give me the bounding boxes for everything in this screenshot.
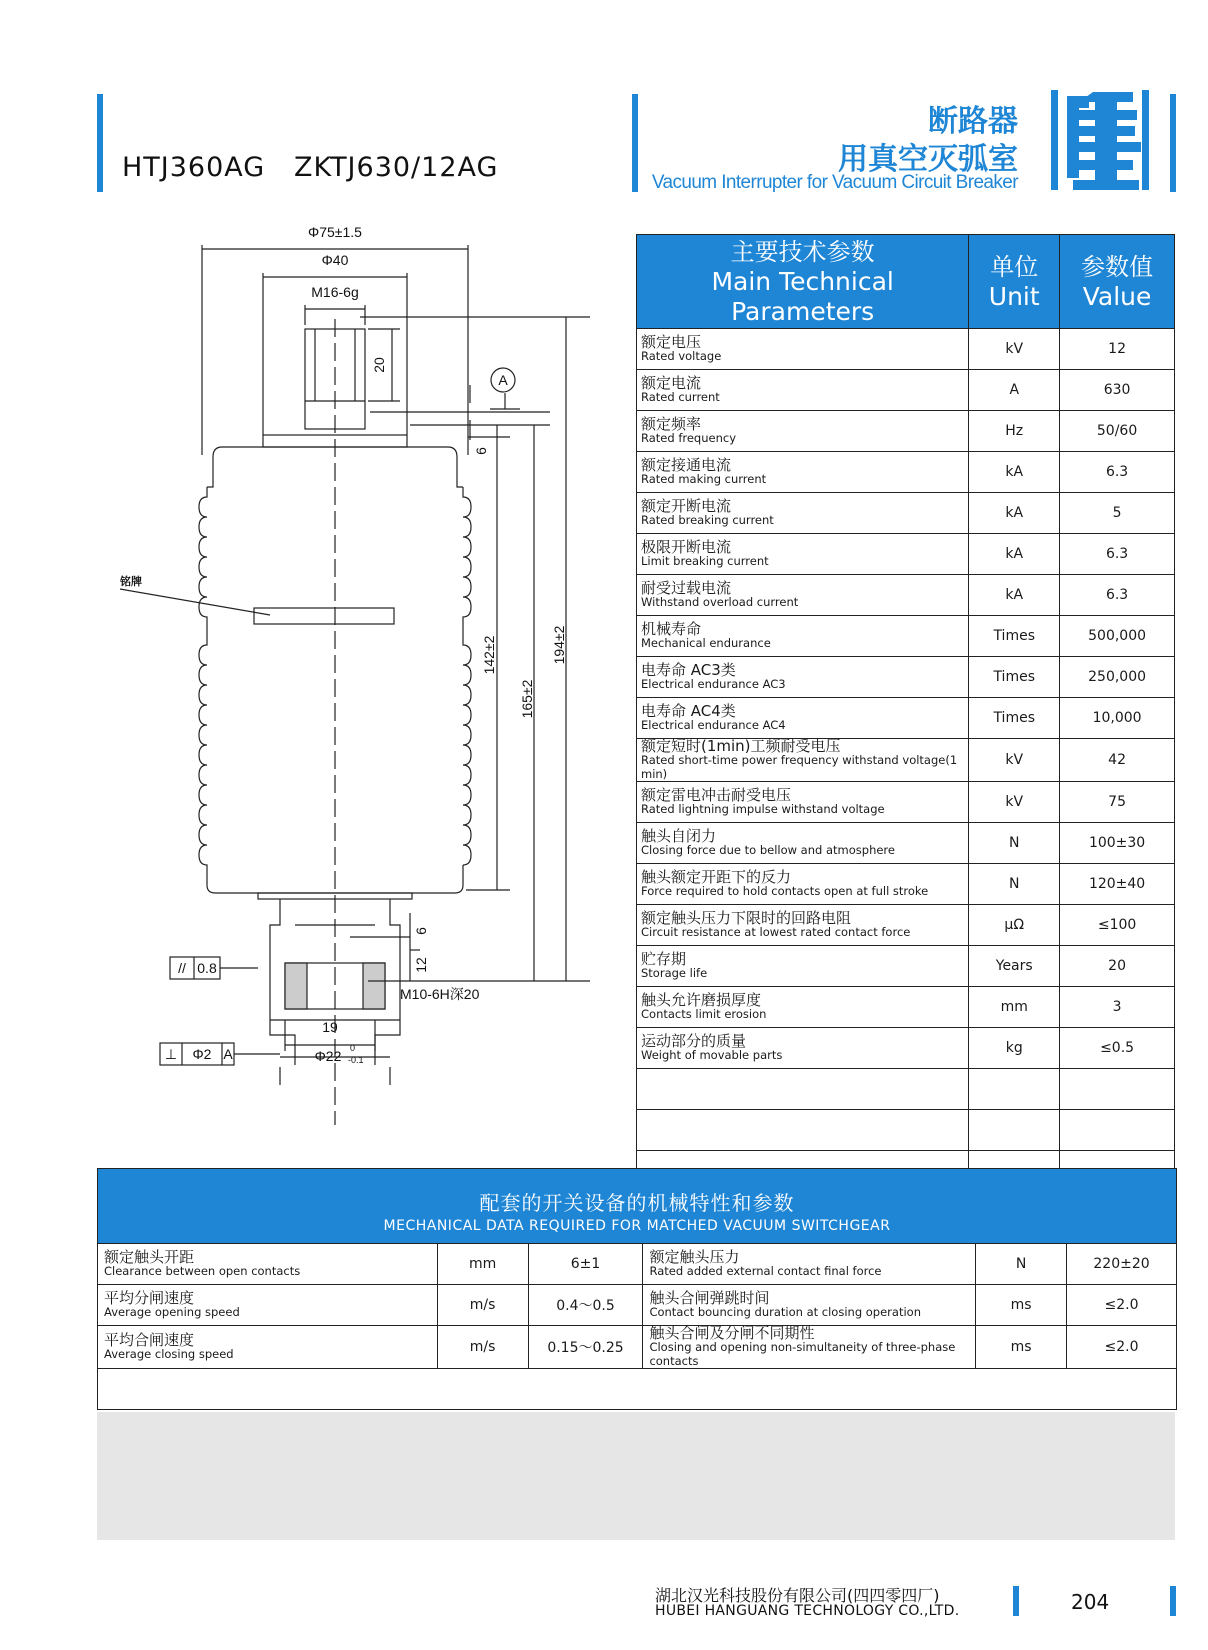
param-row bbox=[637, 575, 1175, 616]
param-name-en: Rated frequency bbox=[641, 431, 737, 445]
param-name-cn: 运动部分的质量 bbox=[641, 1032, 747, 1050]
param-row bbox=[637, 534, 1175, 575]
mech-right-name: 触头合闸及分闸不同期性 Closing and opening non-simultaneity of three-phase contacts bbox=[643, 1326, 976, 1369]
param-name-en: Mechanical endurance bbox=[641, 636, 771, 650]
mech-right-value: ≤2.0 bbox=[1067, 1326, 1177, 1369]
param-name bbox=[637, 329, 969, 370]
dim-d22-upper: 0 bbox=[350, 1043, 356, 1053]
param-unit: A bbox=[969, 370, 1060, 411]
param-value: 42 bbox=[1060, 739, 1175, 782]
param-unit: kA bbox=[969, 575, 1060, 616]
param-unit: kV bbox=[969, 329, 1060, 370]
model-number: HTJ360AG ZKTJ630/12AG bbox=[122, 152, 499, 183]
dim-thread-top: M16-6g bbox=[311, 284, 359, 300]
param-value: 6.3 bbox=[1060, 452, 1175, 493]
param-row bbox=[637, 698, 1175, 739]
param-name bbox=[637, 987, 969, 1028]
param-unit: kV bbox=[969, 782, 1060, 823]
dim-6-top: 6 bbox=[473, 447, 489, 455]
param-row bbox=[637, 905, 1175, 946]
param-unit: kg bbox=[969, 1028, 1060, 1069]
param-name-cn: 耐受过载电流 bbox=[641, 579, 732, 597]
title-cn-line1: 断路器 bbox=[928, 104, 1018, 139]
param-name-en: Storage life bbox=[641, 966, 708, 980]
mech-row bbox=[98, 1285, 1177, 1326]
dim-d22: Φ22 bbox=[314, 1048, 342, 1064]
title-en: Vacuum Interrupter for Vacuum Circuit Breaker bbox=[651, 172, 1018, 193]
param-row bbox=[637, 329, 1175, 370]
param-name-en: Electrical endurance AC3 bbox=[641, 677, 786, 691]
param-unit: Times bbox=[969, 698, 1060, 739]
param-unit: kA bbox=[969, 452, 1060, 493]
param-name-cn: 触头允许磨损厚度 bbox=[641, 991, 762, 1009]
param-name bbox=[637, 864, 969, 905]
param-value: 6.3 bbox=[1060, 575, 1175, 616]
param-name bbox=[637, 698, 969, 739]
param-name-en: Closing force due to bellow and atmosphere bbox=[641, 843, 895, 857]
param-name-en: Rated breaking current bbox=[641, 513, 774, 527]
mech-right-unit: N bbox=[976, 1244, 1067, 1285]
param-name-en: Limit breaking current bbox=[641, 554, 769, 568]
param-name-cn: 极限开断电流 bbox=[641, 538, 732, 556]
main-parameters-table bbox=[636, 234, 1175, 1192]
right-accent-bar bbox=[1170, 94, 1176, 192]
dim-thread-bottom: M10-6H深20 bbox=[400, 986, 480, 1002]
param-value: 12 bbox=[1060, 329, 1175, 370]
param-unit: μΩ bbox=[969, 905, 1060, 946]
page-number: 204 bbox=[1071, 1590, 1110, 1614]
param-name-cn: 额定雷电冲击耐受电压 bbox=[641, 786, 792, 804]
value-header: 参数值 Value bbox=[1060, 235, 1175, 329]
param-name bbox=[637, 905, 969, 946]
technical-drawing bbox=[110, 225, 630, 1145]
param-unit: Times bbox=[969, 657, 1060, 698]
perp-value: Φ2 bbox=[192, 1046, 212, 1062]
param-unit: kA bbox=[969, 493, 1060, 534]
param-name-en: Rated current bbox=[641, 390, 720, 404]
param-name bbox=[637, 616, 969, 657]
param-header: 主要技术参数 Main Technical Parameters bbox=[637, 235, 969, 329]
param-name bbox=[637, 946, 969, 987]
param-name-en: Electrical endurance AC4 bbox=[641, 718, 786, 732]
mech-left-value: 6±1 bbox=[528, 1244, 643, 1285]
param-value: ≤100 bbox=[1060, 905, 1175, 946]
param-name-en: Weight of movable parts bbox=[641, 1048, 783, 1062]
param-name bbox=[637, 493, 969, 534]
param-name bbox=[637, 657, 969, 698]
param-value: 10,000 bbox=[1060, 698, 1175, 739]
datum-a-label: A bbox=[498, 372, 508, 388]
param-name bbox=[637, 370, 969, 411]
perp-symbol: ⊥ bbox=[164, 1046, 178, 1062]
title-cn-line2: 用真空灭弧室 bbox=[838, 142, 1018, 177]
mech-right-name: 触头合闸弹跳时间 Contact bouncing duration at closing operation bbox=[643, 1285, 976, 1326]
param-name bbox=[637, 823, 969, 864]
parallel-value: 0.8 bbox=[197, 960, 217, 976]
param-row bbox=[637, 452, 1175, 493]
param-value: 6.3 bbox=[1060, 534, 1175, 575]
param-value: 5 bbox=[1060, 493, 1175, 534]
param-unit: Years bbox=[969, 946, 1060, 987]
mech-row bbox=[98, 1244, 1177, 1285]
param-row bbox=[637, 987, 1175, 1028]
param-unit: N bbox=[969, 864, 1060, 905]
dim-19: 19 bbox=[322, 1019, 338, 1035]
mech-left-name: 平均合闸速度 Average closing speed bbox=[98, 1326, 438, 1369]
param-name-cn: 额定触头压力下限时的回路电阻 bbox=[641, 909, 852, 927]
dim-142: 142±2 bbox=[481, 635, 497, 675]
param-unit: Times bbox=[969, 616, 1060, 657]
param-unit: Hz bbox=[969, 411, 1060, 452]
param-name-cn: 电寿命 AC3类 bbox=[641, 661, 736, 679]
param-value: 50/60 bbox=[1060, 411, 1175, 452]
mech-right-value: 220±20 bbox=[1067, 1244, 1177, 1285]
param-name-en: Force required to hold contacts open at full stroke bbox=[641, 884, 929, 898]
mech-left-unit: m/s bbox=[437, 1326, 528, 1369]
param-unit: mm bbox=[969, 987, 1060, 1028]
param-value: 3 bbox=[1060, 987, 1175, 1028]
param-row bbox=[637, 946, 1175, 987]
param-row bbox=[637, 411, 1175, 452]
footer-bar-right bbox=[1170, 1586, 1176, 1616]
param-value: 250,000 bbox=[1060, 657, 1175, 698]
param-row bbox=[637, 782, 1175, 823]
mech-left-name: 平均分闸速度 Average opening speed bbox=[98, 1285, 438, 1326]
mech-left-unit: m/s bbox=[437, 1285, 528, 1326]
param-value: 500,000 bbox=[1060, 616, 1175, 657]
mech-right-unit: ms bbox=[976, 1285, 1067, 1326]
param-row bbox=[637, 739, 1175, 782]
param-name-cn: 额定接通电流 bbox=[641, 456, 732, 474]
param-row bbox=[637, 616, 1175, 657]
param-name-cn: 额定频率 bbox=[641, 415, 702, 433]
mech-left-unit: mm bbox=[437, 1244, 528, 1285]
perp-datum: A bbox=[223, 1046, 233, 1062]
param-row bbox=[637, 493, 1175, 534]
dim-d75: Φ75±1.5 bbox=[308, 225, 362, 240]
param-name-en: Rated making current bbox=[641, 472, 767, 486]
nameplate-label: 铭牌 bbox=[120, 576, 142, 588]
param-name bbox=[637, 782, 969, 823]
param-name-cn: 额定短时(1min)工频耐受电压 bbox=[641, 737, 841, 755]
mechanical-header: 配套的开关设备的机械特性和参数 MECHANICAL DATA REQUIRED FOR MATCHED VACUUM SWITCHGEAR bbox=[97, 1168, 1177, 1244]
param-value: 100±30 bbox=[1060, 823, 1175, 864]
param-name-cn: 电寿命 AC4类 bbox=[641, 702, 736, 720]
param-row bbox=[637, 370, 1175, 411]
mech-right-unit: ms bbox=[976, 1326, 1067, 1369]
mech-left-value: 0.15～0.25 bbox=[528, 1326, 643, 1369]
param-unit: kV bbox=[969, 739, 1060, 782]
mech-right-value: ≤2.0 bbox=[1067, 1285, 1177, 1326]
param-row bbox=[637, 823, 1175, 864]
param-name-cn: 触头额定开距下的反力 bbox=[641, 868, 792, 886]
param-name bbox=[637, 452, 969, 493]
param-name bbox=[637, 1028, 969, 1069]
param-name-cn: 机械寿命 bbox=[641, 620, 702, 638]
mech-right-name: 额定触头压力 Rated added external contact final force bbox=[643, 1244, 976, 1285]
param-row-empty bbox=[637, 1110, 1175, 1151]
mech-row-empty bbox=[98, 1369, 1177, 1410]
param-name bbox=[637, 534, 969, 575]
footer-company-cn: 湖北汉光科技股份有限公司(四四零四厂) bbox=[655, 1586, 940, 1605]
param-row bbox=[637, 1028, 1175, 1069]
param-name bbox=[637, 411, 969, 452]
param-value: ≤0.5 bbox=[1060, 1028, 1175, 1069]
param-name-cn: 贮存期 bbox=[641, 950, 687, 968]
param-unit: kA bbox=[969, 534, 1060, 575]
left-accent-bar bbox=[97, 94, 103, 192]
param-value: 20 bbox=[1060, 946, 1175, 987]
company-logo bbox=[1049, 90, 1149, 190]
param-name-en: Rated short-time power frequency withstand voltage(1 min) bbox=[641, 753, 958, 781]
param-name-cn: 额定电压 bbox=[641, 333, 702, 351]
param-name-en: Rated voltage bbox=[641, 349, 722, 363]
dim-d22-lower: -0.1 bbox=[348, 1055, 364, 1065]
param-name-cn: 额定电流 bbox=[641, 374, 702, 392]
mech-row bbox=[98, 1326, 1177, 1369]
mechanical-table bbox=[97, 1243, 1177, 1410]
footer-bar-left bbox=[1013, 1586, 1019, 1616]
param-row bbox=[637, 657, 1175, 698]
param-row bbox=[637, 864, 1175, 905]
dim-12: 12 bbox=[413, 957, 429, 973]
param-name-en: Circuit resistance at lowest rated contact force bbox=[641, 925, 911, 939]
unit-header: 单位 Unit bbox=[969, 235, 1060, 329]
param-name-en: Contacts limit erosion bbox=[641, 1007, 767, 1021]
param-value: 630 bbox=[1060, 370, 1175, 411]
param-name-cn: 触头自闭力 bbox=[641, 827, 717, 845]
param-name-en: Rated lightning impulse withstand voltage bbox=[641, 802, 885, 816]
param-name-cn: 额定开断电流 bbox=[641, 497, 732, 515]
footer-company-en: HUBEI HANGUANG TECHNOLOGY CO.,LTD. bbox=[655, 1603, 960, 1619]
param-name bbox=[637, 575, 969, 616]
parallel-symbol: // bbox=[178, 960, 186, 976]
dim-20: 20 bbox=[371, 357, 387, 373]
mech-left-value: 0.4～0.5 bbox=[528, 1285, 643, 1326]
param-unit: N bbox=[969, 823, 1060, 864]
dim-165: 165±2 bbox=[519, 679, 535, 719]
dim-6-bottom: 6 bbox=[413, 927, 429, 935]
param-row-empty bbox=[637, 1069, 1175, 1110]
gray-panel bbox=[97, 1412, 1175, 1540]
param-name bbox=[637, 739, 969, 782]
param-name-en: Withstand overload current bbox=[641, 595, 799, 609]
param-value: 75 bbox=[1060, 782, 1175, 823]
dim-194: 194±2 bbox=[551, 625, 567, 665]
mech-left-name: 额定触头开距 Clearance between open contacts bbox=[98, 1244, 438, 1285]
param-value: 120±40 bbox=[1060, 864, 1175, 905]
dim-d40: Φ40 bbox=[321, 252, 349, 268]
